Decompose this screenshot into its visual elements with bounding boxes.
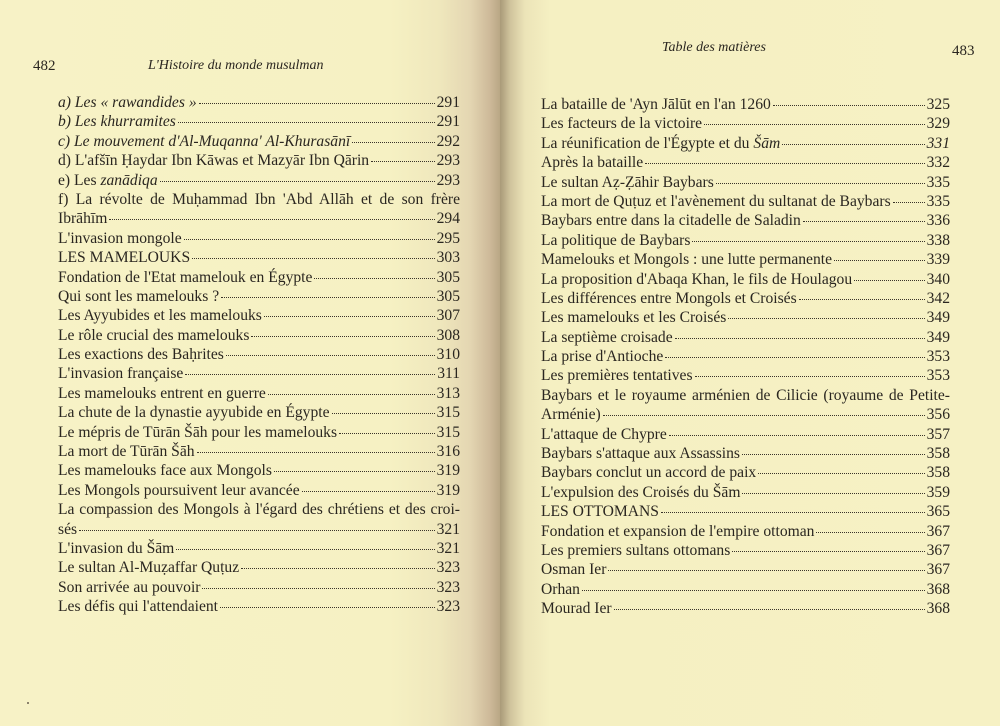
toc-page-number: 359 [926, 483, 950, 501]
dot-leader [268, 394, 435, 395]
toc-page-number: 291 [436, 113, 460, 131]
toc-page-number: 303 [436, 249, 460, 267]
toc-entry [541, 134, 950, 153]
toc-entry [58, 287, 460, 306]
toc-entry [541, 95, 950, 114]
toc-entry-title: b) Les khurramites [58, 113, 176, 131]
toc-entry [58, 93, 460, 112]
toc-entry-title: Le sultan Aẓ-Ẓāhir Baybars [541, 173, 714, 191]
toc-entry-title-cont: Ibrāhīm [58, 210, 108, 228]
toc-page-number: 292 [436, 132, 460, 150]
toc-page-number: 342 [926, 289, 950, 307]
toc-page-number: 358 [926, 445, 950, 463]
toc-entry [58, 461, 460, 480]
toc-page-number: 329 [926, 115, 950, 133]
toc-entry-title: Les mamelouks face aux Mongols [58, 462, 272, 480]
dot-leader [176, 549, 434, 550]
toc-page-number: 335 [926, 173, 950, 191]
toc-entry-title: Fondation de l'Etat mamelouk en Égypte [58, 268, 313, 286]
toc-entry [541, 386, 950, 425]
toc-entry [58, 500, 460, 539]
toc-entry-title: Mourad Ier [541, 600, 612, 618]
dot-leader [314, 278, 434, 279]
toc-entry-title: d) L'afšīn Ḥaydar Ibn Kāwas et Mazyār Ibn Qārin [58, 152, 370, 170]
toc-page-number: 368 [926, 600, 950, 618]
dot-leader [109, 219, 434, 220]
toc-page-number: 291 [436, 94, 460, 111]
title-italic-term: zanādiqa [100, 171, 158, 189]
toc-entry-title: La proposition d'Abaqa Khan, le fils de Houlagou [541, 270, 853, 288]
toc-entry [58, 268, 460, 287]
toc-page-number: 315 [436, 404, 460, 422]
dot-leader [332, 413, 435, 414]
toc-entry [541, 308, 950, 327]
toc-entry [58, 481, 460, 500]
dot-leader [742, 454, 925, 455]
toc-entry-title: Osman Ier [541, 561, 607, 579]
dot-leader [192, 258, 434, 259]
toc-page-number: 325 [926, 96, 950, 113]
toc-entry-title: Les facteurs de la victoire [541, 115, 703, 133]
toc-entry [58, 229, 460, 248]
toc-entry-title: LES MAMELOUKS [58, 249, 191, 267]
toc-page-number: 293 [436, 171, 460, 189]
toc-entry-title: La mort de Quṭuz et l'avènement du sultanat de Baybars [541, 192, 891, 210]
toc-entry [58, 190, 460, 229]
dot-leader [834, 260, 925, 261]
toc-page-number: 335 [926, 192, 950, 210]
toc-entry [541, 444, 950, 463]
toc-entry [58, 151, 460, 170]
dot-leader [799, 299, 925, 300]
dot-leader [695, 376, 925, 377]
toc-entry-title: Les premiers sultans ottomans [541, 541, 731, 559]
dot-leader [274, 471, 435, 472]
toc-page-number: 307 [436, 307, 460, 325]
dot-leader [221, 297, 434, 298]
toc-page-number: 323 [436, 598, 460, 616]
toc-page-number: 315 [436, 423, 460, 441]
toc-page-number: 349 [926, 328, 950, 346]
dot-leader [226, 355, 435, 356]
toc-entry [58, 306, 460, 325]
toc-page-number: 336 [926, 212, 950, 230]
toc-entry [58, 384, 460, 403]
toc-entry [58, 597, 460, 616]
toc-entry-title: Son arrivée au pouvoir [58, 578, 201, 596]
toc-entry-title: Le sultan Al-Muẓaffar Quṭuz [58, 559, 240, 577]
toc-entry-title: Baybars conclut un accord de paix [541, 464, 757, 482]
toc-entry [58, 539, 460, 558]
toc-page-number: 357 [926, 425, 950, 443]
toc-entry [541, 192, 950, 211]
toc-entry [58, 132, 460, 151]
toc-page-number: 331 [926, 134, 950, 152]
toc-entry [541, 289, 950, 308]
toc-entry [58, 442, 460, 461]
toc-page-number: 311 [437, 365, 460, 383]
toc-entry-title: La compassion des Mongols à l'égard des chrétiens et des croi- [58, 501, 460, 519]
dot-leader [645, 163, 924, 164]
toc-entry [58, 403, 460, 422]
toc-page-number: 367 [926, 561, 950, 579]
toc-entry [541, 599, 950, 618]
toc-entry-title: Qui sont les mamelouks ? [58, 287, 220, 305]
dot-leader [728, 318, 924, 319]
dot-leader [178, 122, 435, 123]
toc-entry [541, 173, 950, 192]
toc-page-number: 305 [436, 268, 460, 286]
toc-entry [58, 248, 460, 267]
toc-entry-title: Baybars et le royaume arménien de Cilicie (royaume de Petite- [541, 386, 950, 404]
toc-entry-continuation [58, 520, 460, 539]
toc-entry [541, 560, 950, 579]
dot-leader [732, 551, 924, 552]
toc-entry-title: Les différences entre Mongols et Croisés [541, 289, 797, 307]
dot-leader [160, 181, 435, 182]
dot-leader [742, 493, 924, 494]
toc-entry-title: Le rôle crucial des mamelouks [58, 326, 250, 344]
toc-page-number: 358 [926, 464, 950, 482]
toc-entry-title: La politique de Baybars [541, 231, 691, 249]
title-text: e) Les [58, 171, 101, 189]
toc-entry [541, 211, 950, 230]
toc-entry [541, 366, 950, 385]
dot-leader [803, 221, 925, 222]
toc-page-number: 338 [926, 231, 950, 249]
toc-page-number: 319 [436, 481, 460, 499]
toc-entry-title: La prise d'Antioche [541, 348, 664, 366]
dot-leader [661, 512, 925, 513]
toc-page-number: 349 [926, 309, 950, 327]
toc-entry-title: a) Les « rawandides » [58, 94, 197, 111]
toc-entry [541, 328, 950, 347]
toc-page-number: 332 [926, 154, 950, 172]
toc-page-number: 365 [926, 503, 950, 521]
toc-entry-title: La chute de la dynastie ayyubide en Égypte [58, 404, 330, 422]
toc-list-right [541, 95, 950, 619]
toc-page-number: 321 [436, 520, 460, 538]
dot-leader [352, 142, 434, 143]
toc-entry-title: La septième croisade [541, 328, 673, 346]
toc-entry [541, 522, 950, 541]
toc-entry-continuation [541, 405, 950, 424]
toc-entry-title: Le mépris de Tūrān Šāh pour les mamelouks [58, 423, 338, 441]
toc-entry [541, 483, 950, 502]
dot-leader [816, 532, 924, 533]
toc-entry-title: La mort de Tūrān Šāh [58, 443, 195, 461]
dot-leader [302, 491, 435, 492]
dot-leader [582, 590, 925, 591]
toc-entry [541, 270, 950, 289]
toc-entry-title: f) La révolte de Muḥammad Ibn 'Abd Allāh et de son frère [58, 190, 460, 208]
toc-entry [541, 463, 950, 482]
running-title: L'Histoire du monde musulman [148, 58, 324, 73]
toc-page-number: 321 [436, 539, 460, 557]
toc-entry-title: Après la bataille [541, 154, 644, 172]
toc-entry [541, 425, 950, 444]
toc-entry-title [58, 171, 158, 190]
toc-entry-title: Les exactions des Baḥrites [58, 346, 224, 364]
dot-leader [773, 105, 925, 106]
toc-page-number: 310 [436, 346, 460, 364]
dot-leader [608, 570, 924, 571]
toc-page-number: 313 [436, 384, 460, 402]
toc-page-number: 305 [436, 287, 460, 305]
dot-leader [716, 183, 925, 184]
dot-leader [199, 103, 435, 104]
page-number: 482 [33, 58, 56, 74]
toc-entry [58, 326, 460, 345]
toc-page-number: 367 [926, 522, 950, 540]
toc-entry-title-cont: sés [58, 520, 78, 538]
toc-entry-continuation [58, 209, 460, 228]
dot-leader [371, 161, 435, 162]
title-text: La réunification de l'Égypte et du [541, 134, 754, 152]
toc-page-number: 339 [926, 251, 950, 269]
dot-leader [704, 124, 925, 125]
toc-entry [541, 347, 950, 366]
page-number: 483 [952, 43, 975, 59]
toc-entry-title: Les défis qui l'attendaient [58, 598, 218, 616]
dot-leader [669, 435, 925, 436]
toc-entry-title: Les mamelouks et les Croisés [541, 309, 727, 327]
toc-entry-title: Les Ayyubides et les mamelouks [58, 307, 262, 325]
toc-page-number: 368 [926, 580, 950, 598]
toc-entry-title: Mamelouks et Mongols : une lutte permanente [541, 251, 833, 269]
toc-entry [541, 541, 950, 560]
toc-entry [541, 502, 950, 521]
toc-page-number: 293 [436, 152, 460, 170]
dot-leader [241, 568, 434, 569]
toc-entry-title: Les premières tentatives [541, 367, 693, 385]
toc-entry-title: Baybars s'attaque aux Assassins [541, 445, 741, 463]
toc-page-number: 294 [436, 210, 460, 228]
toc-entry-title: L'invasion mongole [58, 229, 182, 247]
toc-entry-title: L'expulsion des Croisés du Šām [541, 483, 741, 501]
paper-speck [27, 702, 29, 704]
toc-page-number: 367 [926, 541, 950, 559]
title-italic-term: Šām [753, 134, 781, 152]
dot-leader [692, 241, 924, 242]
toc-entry-title: L'invasion du Šām [58, 539, 175, 557]
toc-entry [58, 171, 460, 190]
dot-leader [184, 239, 435, 240]
dot-leader [758, 473, 924, 474]
toc-entry [58, 345, 460, 364]
toc-entry-title [541, 134, 780, 153]
toc-entry-title-cont: Arménie) [541, 406, 601, 424]
toc-entry-title: Orhan [541, 580, 580, 598]
dot-leader [603, 415, 925, 416]
toc-entry [58, 112, 460, 131]
dot-leader [251, 336, 434, 337]
toc-page-number: 323 [436, 559, 460, 577]
toc-entry-title: LES OTTOMANS [541, 503, 659, 521]
toc-entry [541, 153, 950, 172]
toc-entry-title: La bataille de 'Ayn Jālūt en l'an 1260 [541, 96, 771, 113]
toc-list-left [58, 93, 460, 617]
dot-leader [79, 530, 435, 531]
dot-leader [665, 357, 924, 358]
running-title: Table des matières [662, 40, 766, 55]
dot-leader [185, 374, 435, 375]
toc-page-number: 295 [436, 229, 460, 247]
toc-entry [58, 578, 460, 597]
toc-entry [58, 558, 460, 577]
toc-entry [541, 114, 950, 133]
toc-entry-title: L'attaque de Chypre [541, 425, 667, 443]
toc-page-number: 323 [436, 578, 460, 596]
toc-entry [541, 250, 950, 269]
toc-page-number: 356 [926, 406, 950, 424]
toc-page-number: 319 [436, 462, 460, 480]
toc-entry [541, 231, 950, 250]
dot-leader [782, 144, 924, 145]
dot-leader [675, 338, 925, 339]
toc-entry-title: Les Mongols poursuivent leur avancée [58, 481, 300, 499]
toc-entry-title: L'invasion française [58, 365, 184, 383]
toc-entry [58, 364, 460, 383]
toc-page-number: 308 [436, 326, 460, 344]
toc-page-number: 353 [926, 348, 950, 366]
dot-leader [220, 607, 435, 608]
dot-leader [202, 588, 434, 589]
toc-entry-title: Baybars entre dans la citadelle de Saladin [541, 212, 801, 230]
toc-entry [58, 423, 460, 442]
dot-leader [339, 433, 435, 434]
dot-leader [893, 202, 925, 203]
dot-leader [264, 316, 435, 317]
toc-entry [541, 580, 950, 599]
right-page [500, 0, 1000, 726]
toc-page-number: 316 [436, 443, 460, 461]
toc-entry-title: Fondation et expansion de l'empire ottoman [541, 522, 815, 540]
toc-entry-title: c) Le mouvement d'Al-Muqanna' Al-Khurasānī [58, 132, 351, 150]
toc-page-number: 340 [926, 270, 950, 288]
dot-leader [614, 609, 925, 610]
dot-leader [197, 452, 435, 453]
toc-entry-title: Les mamelouks entrent en guerre [58, 384, 266, 402]
dot-leader [854, 280, 924, 281]
toc-page-number: 353 [926, 367, 950, 385]
